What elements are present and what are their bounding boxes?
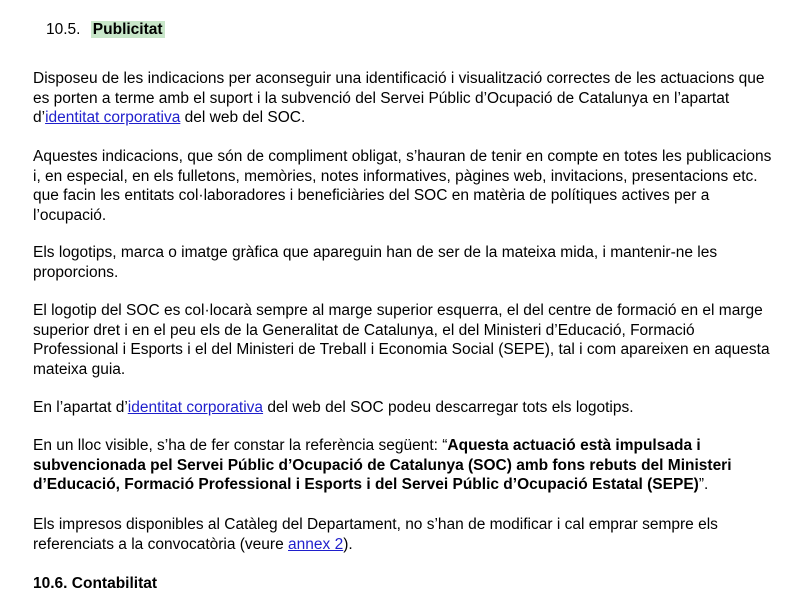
identitat-corporativa-link[interactable]: identitat corporativa [45, 109, 181, 126]
paragraph-text: En un lloc visible, s’ha de fer constar la referència següent: “ [33, 437, 448, 454]
paragraph-forms [33, 515, 781, 554]
paragraph-text: Disposeu de les indicacions per aconseguir una identificació i visualització correctes de les actuacions que es porten a terme amb el suport i la subvenció del Servei Públic d’Ocupació de Catalunya en l’apartat d’ [33, 70, 765, 126]
paragraph-logo-placement: El logotip del SOC es col·locarà sempre al marge superior esquerra, el del centre de formació en el marge superior dret i en el peu els de la Generalitat de Catalunya, el del Ministeri d’Educació, Formació Professional i Esports i el del Ministeri de Treball i Economia Social (SEPE), tal i com apareixen en aquesta mateixa guia. [33, 302, 770, 378]
section-title: Publicitat [92, 21, 163, 38]
section-heading [46, 20, 165, 40]
paragraph-text: ). [343, 535, 353, 553]
paragraph-text: Els impresos disponibles al Catàleg del Departament, no s’han de modificar i cal emprar sempre els referenciats a la convocatòria (veure [33, 516, 718, 553]
paragraph-reference-statement [33, 436, 781, 495]
annex-2-link[interactable]: annex 2 [288, 535, 344, 553]
paragraph-mandatory-indications: Aquestes indicacions, que són de compliment obligat, s’hauran de tenir en compte en totes les publicacions i, en especial, en els fulletons, memòries, notes informatives, pàgines web, invitacions, presentacions etc. que facin les entitats col·laboradores i beneficiàries del SOC en matèria de polítiques actives per a l’ocupació. [33, 148, 772, 224]
next-section-heading-partial: 10.6. Contabilitat [33, 575, 158, 592]
paragraph-visual-identity [33, 69, 781, 128]
paragraph-logo-size: Els logotips, marca o imatge gràfica que apareguin han de ser de la mateixa mida, i mantenir-ne les proporcions. [33, 244, 718, 281]
paragraph-download-logos [33, 398, 781, 418]
paragraph-text: del web del SOC. [180, 109, 306, 126]
paragraph-text: ”. [698, 476, 709, 493]
reference-statement-bold: Aquesta actuació està impulsada i subvencionada pel Servei Públic d’Ocupació de Catalunya (SOC) amb fons rebuts del Ministeri d’Educació, Formació Professional i Esports i del Servei Públic d’Ocupació Estatal (SEPE) [33, 437, 732, 493]
paragraph-text: del web del SOC podeu descarregar tots els logotips. [263, 399, 634, 416]
section-number: 10.5. [46, 21, 81, 38]
identitat-corporativa-link-2[interactable]: identitat corporativa [127, 399, 264, 416]
paragraph-text: En l’apartat d’ [33, 399, 128, 416]
